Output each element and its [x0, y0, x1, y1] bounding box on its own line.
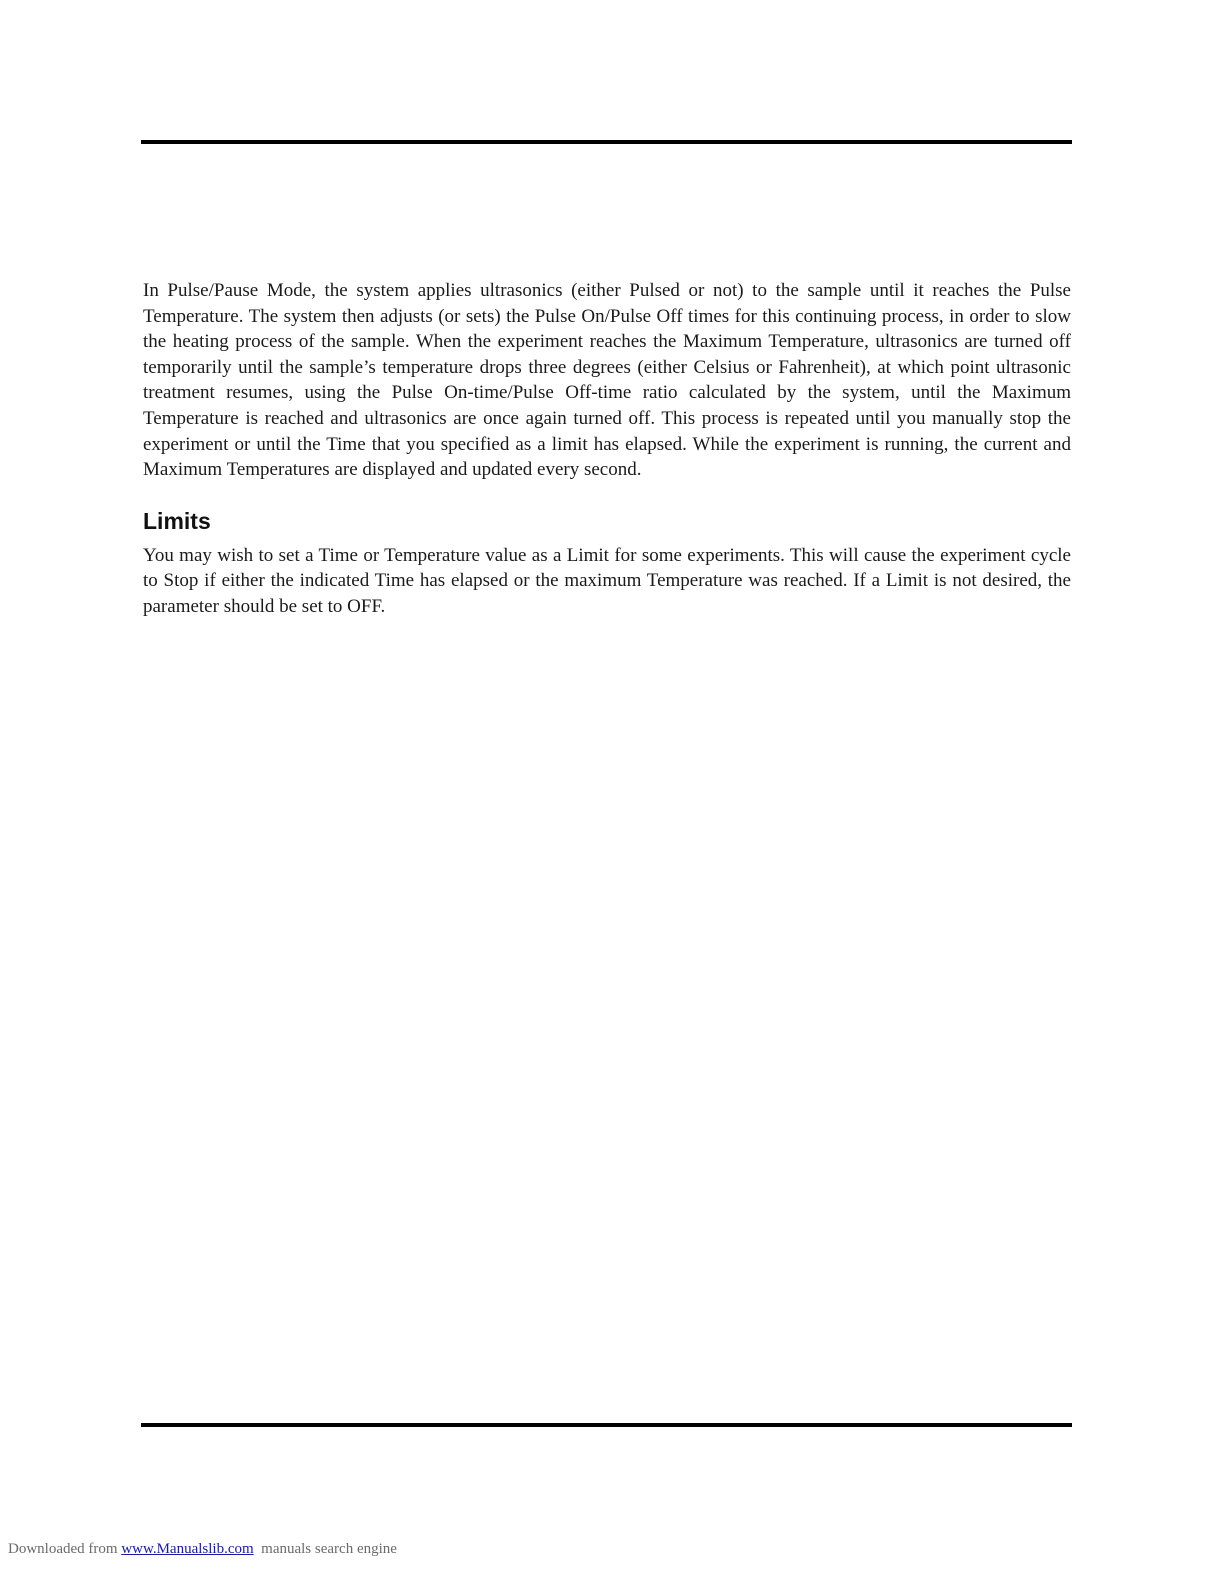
- header-rule: [141, 140, 1072, 144]
- limits-paragraph: You may wish to set a Time or Temperature value as a Limit for some experiments. This will cause the experiment cycle to Stop if either the indicated Time has elapsed or the maximum Temperature was reached. If a Limit is not desired, the parameter should be set to OFF.: [143, 544, 1071, 617]
- footer-rule: [141, 1423, 1072, 1427]
- footer-prefix: Downloaded from: [8, 1541, 122, 1557]
- limits-heading: Limits: [143, 507, 211, 534]
- manualslib-link[interactable]: www.Manualslib.com: [121, 1541, 254, 1557]
- page-content: [143, 278, 1071, 620]
- download-footer: [8, 1541, 397, 1558]
- footer-suffix: manuals search engine: [253, 1541, 397, 1557]
- pulse-pause-paragraph: In Pulse/Pause Mode, the system applies ultrasonics (either Pulsed or not) to the sample until it reaches the Pulse Temperature. The system then adjusts (or sets) the Pulse On/Pulse Off times for this continuing process, in order to slow the heating process of the sample. When the experiment reaches the Maximum Temperature, ultrasonics are turned off temporarily until the sample’s temperature drops three degrees (either Celsius or Fahrenheit), at which point ultrasonic treatment resumes, using the Pulse On-time/Pulse Off-time ratio calculated by the system, until the Maximum Temperature is reached and ultrasonics are once again turned off. This process is repeated until you manually stop the experiment or until the Time that you specified as a limit has elapsed. While the experiment is running, the current and Maximum Temperatures are displayed and updated every second.: [143, 280, 1071, 481]
